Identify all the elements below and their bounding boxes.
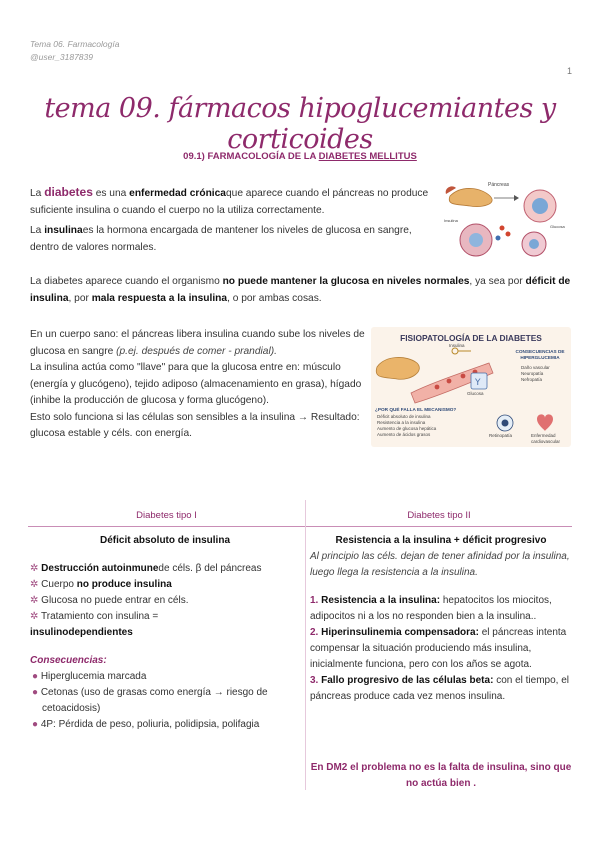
reason-item: Aumento de ácidos grasos bbox=[377, 432, 431, 437]
label-glucosa: Glucosa bbox=[550, 224, 565, 229]
user-label: @user_3187839 bbox=[30, 52, 93, 62]
subtitle-underlined: DIABETES MELLITUS bbox=[318, 151, 417, 162]
intro-paragraph-1 bbox=[30, 184, 435, 219]
type2-intro: Al principio las céls. dejan de tener afinidad por la insulina, luego llega la resistencia a la insulina. bbox=[310, 551, 570, 578]
reason-item: Aumento de glucosa hepática bbox=[377, 426, 437, 431]
item-text: Hiperglucemia marcada bbox=[40, 671, 147, 682]
type2-conclusion: En DM2 el problema no es la falta de insulina, sino que no actúa bien . bbox=[310, 762, 572, 789]
item-text: el páncreas intenta compensar la situación produciendo más insulina, inicialmente funciona, pero con los años se agota. bbox=[310, 627, 567, 670]
reason-item: Déficit absoluto de insulina bbox=[377, 414, 431, 419]
pancreas-insulin-illustration bbox=[442, 178, 572, 262]
cardio-label: Enfermedad cardiovascular bbox=[531, 433, 561, 444]
page-number: 1 bbox=[566, 66, 572, 76]
item-text: Cuerpo bbox=[41, 579, 74, 590]
type2-heading: Resistencia a la insulina + déficit progresivo bbox=[335, 535, 547, 546]
page-title: tema 09. fármacos hipoglucemiantes y corticoides bbox=[44, 93, 556, 155]
paragraph-healthy-body bbox=[30, 327, 366, 443]
item-text: Cetonas (uso de grasas como energía → riesgo de cetoacidosis) bbox=[40, 687, 268, 714]
retina-label: Retinopatía bbox=[489, 433, 513, 438]
mechanism-question: ¿POR QUÉ FALLA EL MECANISMO? bbox=[375, 407, 457, 412]
cell-nucleus bbox=[469, 233, 483, 247]
subtitle-prefix: 09.1) FARMACOLOGÍA DE LA bbox=[183, 151, 317, 162]
label-pancreas: Páncreas bbox=[488, 182, 510, 188]
glucose-dot bbox=[447, 379, 452, 384]
cell-nucleus bbox=[529, 239, 539, 249]
item-text: con el tiempo, el páncreas produce cada vez menos insulina. bbox=[310, 675, 570, 702]
consequence-item: Nefropatía bbox=[521, 377, 543, 382]
list-item bbox=[310, 593, 572, 625]
item-bold: Hiperinsulinemia compensadora: bbox=[321, 627, 479, 638]
list-item bbox=[310, 625, 572, 673]
item-number: 2. bbox=[310, 627, 319, 638]
infographic-glucose-label: Glucosa bbox=[467, 391, 484, 396]
heart-icon bbox=[537, 414, 553, 431]
item-bold: Fallo progresivo de las células beta: bbox=[321, 675, 494, 686]
bold-glucose-normal: no puede mantener la glucosa en niveles normales bbox=[222, 276, 470, 287]
list-item bbox=[30, 577, 300, 593]
intro-text: es la hormona encargada de mantener los niveles de glucosa en sangre, dentro de valores normales. bbox=[30, 225, 412, 253]
pancreas-shape bbox=[449, 188, 492, 206]
bold-deficit: déficit de insulina bbox=[30, 276, 571, 304]
list-item bbox=[30, 561, 300, 577]
bold-insulina: insulina bbox=[44, 225, 83, 236]
intro-paragraph-2 bbox=[30, 223, 435, 256]
list-item bbox=[30, 609, 300, 625]
consequences-label: Consecuencias: bbox=[30, 655, 107, 666]
sun-bullet-icon: ✲ bbox=[30, 595, 39, 606]
text: En un cuerpo sano: el páncreas libera insulina cuando sube los niveles de glucosa en sangre bbox=[30, 329, 365, 357]
insulin-dependent-label: insulinodependientes bbox=[30, 627, 133, 638]
bullet-icon: ● bbox=[32, 687, 39, 698]
item-bold: Resistencia a la insulina: bbox=[321, 595, 441, 606]
text: , o por ambas cosas. bbox=[227, 292, 322, 304]
list-item bbox=[310, 673, 572, 705]
glucose-dot bbox=[506, 232, 511, 237]
list-item bbox=[30, 669, 300, 685]
bold-chronic: enfermedad crónica bbox=[129, 188, 226, 199]
reason-item: Resistencia a la insulina bbox=[377, 420, 426, 425]
italic-note: (p.ej. después de comer - prandial). bbox=[116, 345, 277, 357]
table-header-type2: Diabetes tipo II bbox=[407, 510, 471, 521]
section-subtitle bbox=[0, 151, 600, 162]
item-bold: Destrucción autoinmune bbox=[41, 563, 159, 574]
item-number: 1. bbox=[310, 595, 319, 606]
bullet-icon: ● bbox=[32, 671, 39, 682]
intro-text: La bbox=[30, 188, 42, 199]
cell-nucleus bbox=[532, 198, 548, 214]
bold-bad-response: mala respuesta a la insulina bbox=[91, 292, 228, 304]
text: La diabetes aparece cuando el organismo bbox=[30, 276, 220, 287]
type1-heading: Déficit absoluto de insulina bbox=[99, 535, 230, 546]
intro-text: que aparece cuando el páncreas no produce suficiente insulina o cuando el cuerpo no la utiliza correctamente. bbox=[30, 188, 429, 216]
list-item bbox=[30, 685, 300, 717]
intro-text: La bbox=[30, 225, 42, 236]
item-number: 3. bbox=[310, 675, 319, 686]
item-text: de céls. β del páncreas bbox=[158, 563, 262, 574]
item-text: 4P: Pérdida de peso, poliuria, polidipsia, polifagia bbox=[40, 719, 260, 730]
intro-text: es una bbox=[95, 188, 127, 199]
table-column-divider bbox=[305, 500, 306, 790]
item-text: Tratamiento con insulina = bbox=[41, 611, 159, 622]
text-result: Esto solo funciona si las células son sensibles a la insulina → Resultado: glucosa estable y céls. con energía. bbox=[30, 411, 360, 439]
consequence-item: Daño vascular bbox=[521, 365, 550, 370]
list-item bbox=[30, 717, 300, 733]
sun-bullet-icon: ✲ bbox=[30, 563, 39, 574]
pathophysiology-infographic bbox=[371, 327, 571, 447]
item-text: hepatocitos los miocitos, adipocitos ni a los no responden bien a la insulina.. bbox=[310, 595, 552, 622]
pancreas-shape bbox=[376, 357, 419, 379]
paragraph-mechanism bbox=[30, 274, 575, 307]
table-header-divider bbox=[28, 526, 572, 527]
infographic-insulin-label: Insulina bbox=[449, 343, 465, 348]
list-item bbox=[30, 593, 300, 609]
glucose-dot bbox=[435, 385, 440, 390]
table-header-type1: Diabetes tipo I bbox=[136, 510, 197, 521]
term-diabetes: diabetes bbox=[44, 185, 93, 199]
column-type1 bbox=[30, 533, 300, 733]
item-bold: no produce insulina bbox=[76, 579, 172, 590]
bullet-icon: ● bbox=[32, 719, 39, 730]
receptor-glyph: Y bbox=[475, 378, 481, 388]
arrow-head bbox=[514, 195, 519, 201]
document-header bbox=[30, 38, 119, 64]
course-label: Tema 06. Farmacología bbox=[30, 39, 120, 49]
sun-bullet-icon: ✲ bbox=[30, 579, 39, 590]
glucose-dot bbox=[461, 374, 466, 379]
text: , por bbox=[68, 292, 89, 304]
text: , ya sea por bbox=[469, 276, 523, 287]
insulin-dot bbox=[496, 236, 501, 241]
sun-bullet-icon: ✲ bbox=[30, 611, 39, 622]
consequence-item: Neuropatía bbox=[521, 371, 544, 376]
glucose-dot bbox=[500, 226, 505, 231]
infographic-title: FISIOPATOLOGÍA DE LA DIABETES bbox=[400, 333, 542, 343]
consequences-title: CONSECUENCIAS DE HIPERGLUCEMIA bbox=[515, 349, 565, 360]
label-insulina: Insulina bbox=[444, 218, 458, 223]
eye-pupil bbox=[502, 420, 509, 427]
column-type2 bbox=[310, 533, 572, 705]
text-insulin-key: La insulina actúa como "llave" para que la glucosa entre en: músculo (energía y glucógeno), tejido adiposo (almacenamiento en grasa), hígado (inhibe la producción de glucosa y forma glucógeno). bbox=[30, 362, 362, 406]
item-text: Glucosa no puede entrar en céls. bbox=[41, 595, 189, 606]
